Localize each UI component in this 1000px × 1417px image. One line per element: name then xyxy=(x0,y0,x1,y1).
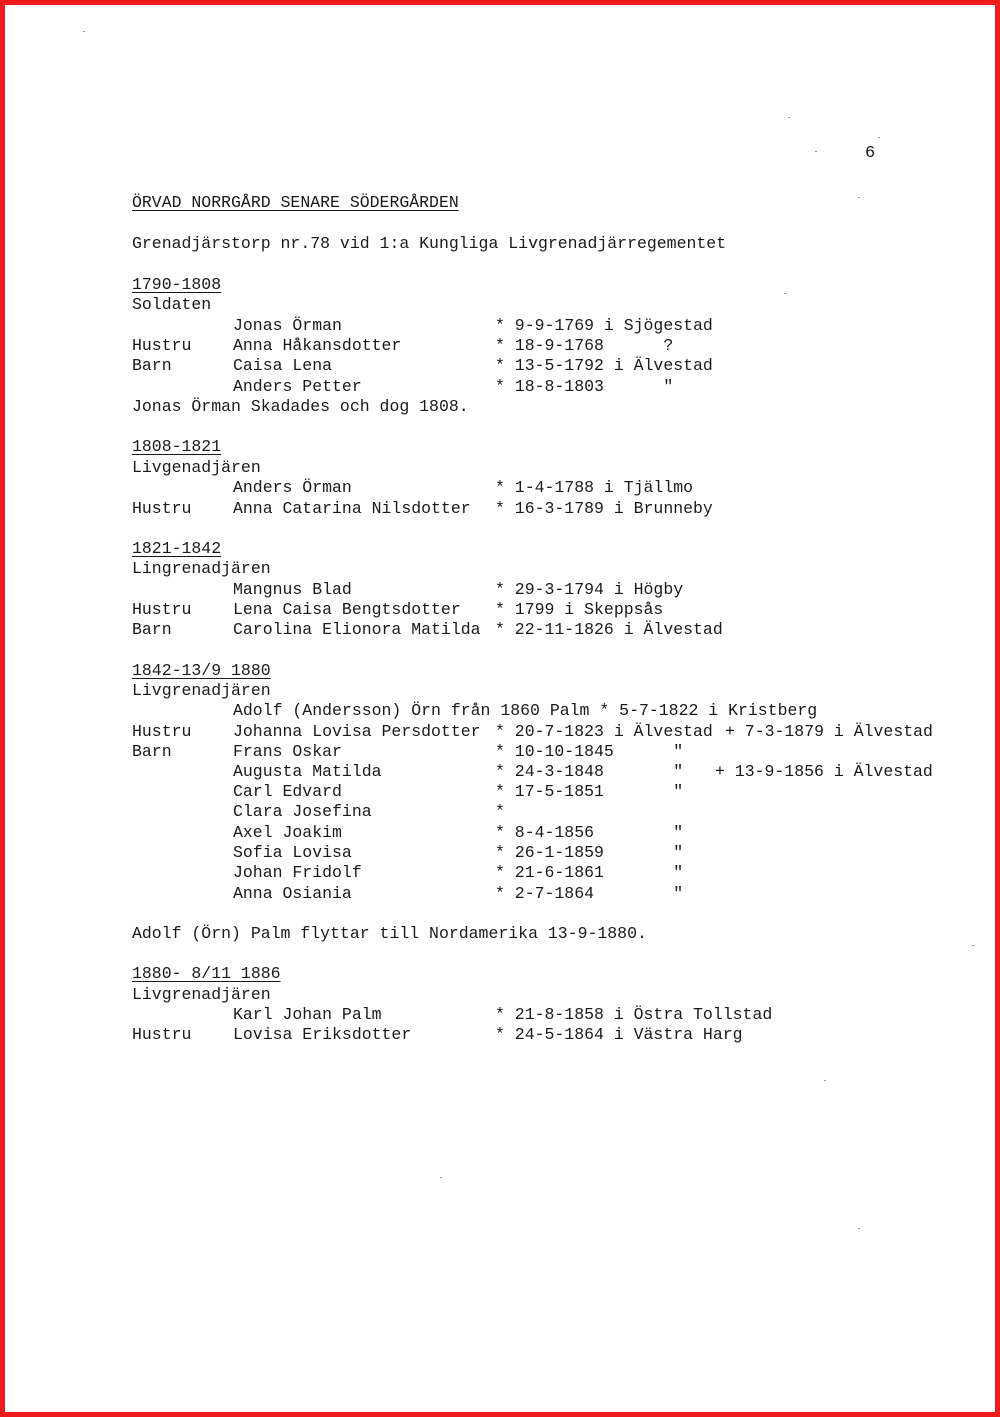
person-birth: * 10-10-1845 " xyxy=(495,742,684,761)
scan-speck xyxy=(878,137,880,138)
row-label: Hustru xyxy=(132,600,192,619)
section-period: 1880- 8/11 1886 xyxy=(132,964,281,983)
section-period: 1790-1808 xyxy=(132,275,222,294)
scan-speck xyxy=(784,293,786,294)
section-role: Livgrenadjären xyxy=(132,985,271,1004)
person-birth: * 17-5-1851 " xyxy=(495,782,684,801)
person-birth: * 26-1-1859 " xyxy=(495,843,684,862)
person-birth: * 1799 i Skeppsås xyxy=(495,600,664,619)
person-birth: * 9-9-1769 i Sjögestad xyxy=(495,316,713,335)
scan-speck xyxy=(858,1228,860,1229)
person-birth: * 20-7-1823 i Älvestad xyxy=(495,722,713,741)
person-birth: * 18-9-1768 ? xyxy=(495,336,674,355)
document-subtitle: Grenadjärstorp nr.78 vid 1:a Kungliga Livgrenadjärregementet xyxy=(132,234,727,253)
scan-speck xyxy=(824,1080,826,1081)
section-role: Livgrenadjären xyxy=(132,681,271,700)
person-birth: * 16-3-1789 i Brunneby xyxy=(495,499,713,518)
person-name: Anders Örman xyxy=(233,478,352,497)
person-name: Anna Catarina Nilsdotter xyxy=(233,499,471,518)
document-title: ÖRVAD NORRGÅRD SENARE SÖDERGÅRDEN xyxy=(132,193,459,212)
person-birth: * 29-3-1794 i Högby xyxy=(495,580,684,599)
person-name: Lovisa Eriksdotter xyxy=(233,1025,412,1044)
person-name: Sofia Lovisa xyxy=(233,843,352,862)
section-period: 1808-1821 xyxy=(132,437,222,456)
person-birth: * 22-11-1826 i Älvestad xyxy=(495,620,723,639)
person-birth: * 24-3-1848 " xyxy=(495,762,684,781)
person-name: Anna Osiania xyxy=(233,884,352,903)
person-birth: * 2-7-1864 " xyxy=(495,884,684,903)
row-label: Barn xyxy=(132,620,172,639)
person-name: Carolina Elionora Matilda xyxy=(233,620,481,639)
person-name: Augusta Matilda xyxy=(233,762,382,781)
person-name: Johan Fridolf xyxy=(233,863,362,882)
person-birth: * 1-4-1788 i Tjällmo xyxy=(495,478,694,497)
scan-speck xyxy=(972,945,974,946)
section-role: Soldaten xyxy=(132,295,212,314)
person-name: Anders Petter xyxy=(233,377,362,396)
person-name: Clara Josefina xyxy=(233,802,372,821)
person-name: Johanna Lovisa Persdotter xyxy=(233,722,481,741)
row-label: Hustru xyxy=(132,499,192,518)
person-birth: * 18-8-1803 " xyxy=(495,377,674,396)
row-label: Hustru xyxy=(132,336,192,355)
person-name: Frans Oskar xyxy=(233,742,342,761)
scan-speck xyxy=(83,31,85,32)
scan-speck xyxy=(858,197,860,198)
person-name: Jonas Örman xyxy=(233,316,342,335)
person-name: Caisa Lena xyxy=(233,356,333,375)
row-label: Barn xyxy=(132,742,172,761)
person-name: Anna Håkansdotter xyxy=(233,336,402,355)
person-name: Lena Caisa Bengtsdotter xyxy=(233,600,461,619)
scan-speck xyxy=(788,117,790,118)
row-label: Hustru xyxy=(132,1025,192,1044)
person-birth: * 21-6-1861 " xyxy=(495,863,684,882)
person-death: + 7-3-1879 i Älvestad xyxy=(725,722,933,741)
person-death: + 13-9-1856 i Älvestad xyxy=(715,762,933,781)
person-name: Carl Edvard xyxy=(233,782,342,801)
person-name: Karl Johan Palm xyxy=(233,1005,382,1024)
section-period: 1821-1842 xyxy=(132,539,222,558)
person-name: Axel Joakim xyxy=(233,823,342,842)
section-period: 1842-13/9 1880 xyxy=(132,661,271,680)
scan-speck xyxy=(815,151,817,152)
person-name: Adolf (Andersson) Örn från 1860 Palm * 5-7-1822 i Kristberg xyxy=(233,701,818,720)
page-number: 6 xyxy=(865,144,876,163)
person-name: Mangnus Blad xyxy=(233,580,352,599)
section-role: Lingrenadjären xyxy=(132,559,271,578)
person-birth: * 24-5-1864 i Västra Harg xyxy=(495,1025,743,1044)
scan-speck xyxy=(440,1177,442,1178)
person-birth: * xyxy=(495,802,505,821)
row-label: Hustru xyxy=(132,722,192,741)
person-birth: * 13-5-1792 i Älvestad xyxy=(495,356,713,375)
person-birth: * 21-8-1858 i Östra Tollstad xyxy=(495,1005,773,1024)
row-label: Barn xyxy=(132,356,172,375)
section-note: Adolf (Örn) Palm flyttar till Nordamerika 13-9-1880. xyxy=(132,924,647,943)
section-note: Jonas Örman Skadades och dog 1808. xyxy=(132,397,469,416)
section-role: Livgenadjären xyxy=(132,458,261,477)
person-birth: * 8-4-1856 " xyxy=(495,823,684,842)
